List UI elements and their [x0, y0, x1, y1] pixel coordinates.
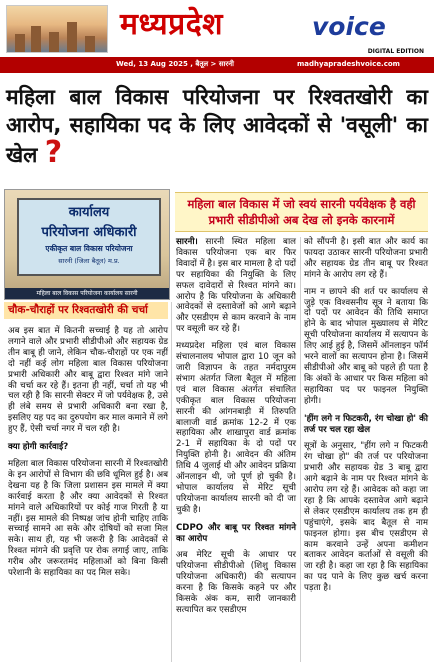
middle-paragraph-1-text: सारनी स्थित महिला बाल विकास परियोजना एक बार फिर विवादों में है। इस बार मामला है दो पदों पर सहायिका की नियुक्ति के लिए सफल दावेदारों से रिश्वत मांगने का। आरोप है कि परियोजना के अधिकारी आवेदकों से दस्तावेजों को आगे बढ़ाने और एसडीएम से काम करवाने के नाम पर वसूली कर रहे हैं। [176, 237, 297, 335]
date-bar [0, 57, 434, 73]
sign-line-3: एकीकृत बाल विकास परियोजना [45, 244, 133, 253]
right-paragraph-2: नाम न छापने की शर्त पर कार्यालय से जुड़े एक विश्वसनीय सूत्र ने बताया कि दो पदों पर आवेदन की तिथि समाप्त होने के बाद भोपाल मुख्यालय से मेरिट सूची परियोजना कार्यालय में सत्यापन के लिए आई हुई है, जिसमें ऑनलाइन फॉर्म भरने वालों का सत्यापन होना है। जिसमें सीडीपीओ और बाबू को पहले ही पता है कि अंकों के आधार पर किस महिला को सहायिका पद पर फाइनल नियुक्ति होगी। [304, 286, 428, 406]
date-line: Wed, 13 Aug 2025 , बैतूल > सारनी [116, 60, 234, 68]
left-subheading: क्या होगी कार्रवाई? [8, 442, 69, 453]
middle-paragraph-2: मध्यप्रदेश महिला एवं बाल विकास संचालनालय भोपाल द्वारा 10 जून को जारी विज्ञापन के तहत नर्मदापुरम संभाग अंतर्गत जिला बैतूल में महिला एवं बाल विकास अंतर्गत संचालित एकीकृत बाल विकास परियोजना सारनी की आंगनबाड़ी में तिरुपति बालाजी वार्ड क्रमांक 12-2 में एक सहायिका और शाखापुरा वार्ड क्रमांक 2-1 में सहायिका के दो पदों पर नियुक्ति होनी है। आवेदन की अंतिम तिथि 4 जुलाई थी और आवेदन प्रक्रिया ऑनलाइन थी, जो पूर्ण हो चुकी है। भोपाल कार्यालय से मेरिट सूची परियोजना कार्यालय सारनी को दी जा चुकी है। [176, 341, 296, 515]
right-paragraph-3: सूत्रों के अनुसार, "हींग लगे न फिटकरी रंग चोखा हो" की तर्ज पर परियोजना प्रभारी और सहायक ग्रेड 3 बाबू द्वारा आगे बढ़ाने के नाम पर रिश्वत मांगने के आरोप लग रहे हैं। आवेदक को कहा जा रहा है कि आपके दस्तावेज आगे बढ़ाने से लेकर एसडीएम कार्यालय तक हम ही पहुंचाएंगे, इसके बाद बैतूल से नाम फाइनल होगा। इस बीच एसडीएम से काम करवाने उन्हें अपना कमीशन बताकर आवेदन कर्ताओं से वसूली की जा रही है। कहा जा रहा है कि सहायिका का पद पाने के लिए कुछ खर्च करना पड़ता है। [304, 441, 428, 594]
masthead-title: मध्यप्रदेश [120, 7, 224, 42]
photo-caption: महिला बाल विकास परियोजना कार्यालय सारनी [5, 288, 169, 299]
headline-text: महिला बाल विकास परियोजना पर रिश्वतखोरी का आरोप, सहायिका पद के लिए आवेदकों से 'वसूली' का खेल [6, 85, 428, 167]
office-photo [4, 189, 170, 300]
masthead [0, 0, 434, 70]
right-paragraph-1: को सौंपनी है। इसी बात और कार्य का फायदा उठाकर सारनी परियोजना प्रभारी और सहायक ग्रेड तीन बाबू पर रिश्वत मांगने के आरोप लग रहे हैं। [304, 237, 428, 280]
middle-subheading: CDPO और बाबू पर रिश्वत मांगने का आरोप [176, 522, 296, 544]
question-mark: ? [44, 135, 63, 170]
right-subheadline: महिला बाल विकास में जो स्वयं सारनी पर्यवेक्षक है वही प्रभारी सीडीपीओ अब देख लो इनके कारनामें [187, 197, 416, 227]
city-skyline-image [6, 5, 108, 53]
left-section-banner [4, 302, 168, 319]
right-subheading: 'हींग लगे न फिटकरी, रंग चोखा हो' की तर्ज पर चल रहा खेल [304, 413, 428, 435]
left-paragraph-2: महिला बाल विकास परियोजना सारनी में रिश्वतखोरी के इन आरोपों से विभाग की छवि धूमिल हुई है। अब देखना यह है कि जिला प्रशासन इस मामले में क्या कार्रवाई करता है और क्या आवेदकों से रिश्वत मांगने वाले अधिकारियों पर कोई गाज गिरती है या नहीं। इस मामले की निष्पक्ष जांच होनी चाहिए ताकि सच्चाई सामने आ सके और दोषियों को सजा मिल सके। साथ ही, यह भी जरूरी है कि आवेदकों से रिश्वत मांगने की प्रवृत्ति पर रोक लगाई जाए, ताकि गरीब और जरूरतमंद महिलाओं को बिना किसी परेशानी के सहायिका का पद मिल सके। [8, 458, 168, 579]
headline-box [0, 83, 434, 189]
office-sign [17, 198, 161, 276]
middle-paragraph-1 [176, 237, 296, 335]
right-column [304, 237, 428, 600]
sign-line-2: परियोजना अधिकारी [41, 225, 137, 240]
column-divider-right [300, 237, 301, 662]
column-divider-left [171, 302, 172, 662]
middle-column [176, 237, 296, 622]
right-subheadline-box [175, 192, 428, 232]
left-paragraph-1: अब इस बात में कितनी सच्चाई है यह तो आरोप लगाने वाले और प्रभारी सीडीपीओ और सहायक ग्रेड तीन बाबू ही जाने, लेकिन चौक-चौराहों पर एक नहीं दो नहीं कई लोग महिला बाल विकास परियोजना प्रभारी अधिकारी और बाबू द्वारा रिश्वत मांगे जाने की चर्चा कर रहे हैं। इतना ही नहीं, चर्चा तो यह भी चल रही है कि सारनी सेक्टर में जो पर्यवेक्षक है, उसे ही लंबे समय से प्रभारी अधिकारी बना रखा है, इसलिए यह पद का दुरुपयोग कर माल कमाने में लगे हुए हैं, ऐसी चर्चा नगर में चल रही है। [8, 326, 168, 435]
sign-line-1: कार्यालय [68, 205, 110, 220]
sign-line-4: सारनी (जिला बैतूल) म.प्र. [58, 257, 120, 265]
left-column [8, 326, 168, 585]
middle-paragraph-3: अब मेरिट सूची के आधार पर परियोजना सीडीपीओ (शिशु विकास परियोजना अधिकारी) की सत्यापन करना है कि किसके कहने पर और किसके अंक कम, सारी जानकारी सत्यापित कर एसडीएम [176, 550, 296, 615]
masthead-voice: voice [312, 12, 386, 41]
dateline-lead: सारनी। [176, 237, 198, 247]
site-link[interactable]: madhyapradeshvoice.com [297, 60, 400, 68]
headline [6, 83, 428, 169]
left-section-heading: चौक-चौराहों पर रिश्वतखोरी की चर्चा [8, 304, 148, 316]
digital-edition-label: DIGITAL EDITION [367, 48, 424, 55]
